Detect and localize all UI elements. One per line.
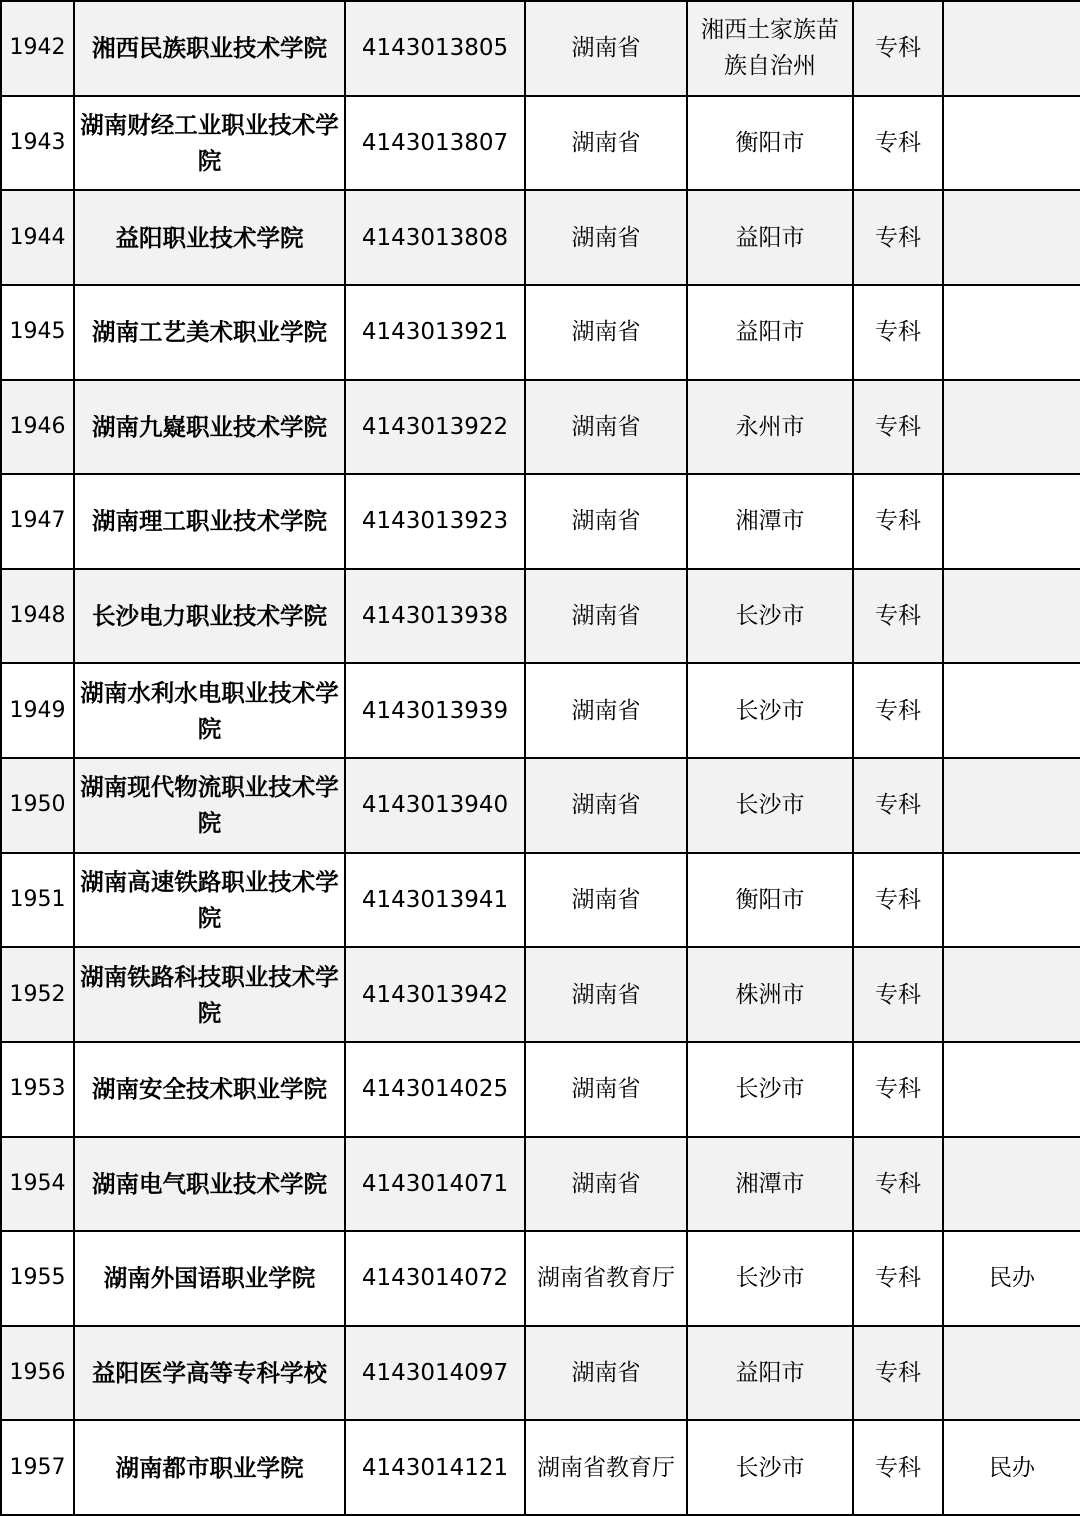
row-number-cell: 1944 [1, 190, 74, 285]
school-name-cell: 益阳医学高等专科学校 [74, 1326, 345, 1421]
location-city-cell: 长沙市 [687, 569, 853, 664]
location-city-cell: 长沙市 [687, 1042, 853, 1137]
location-city-cell: 湘潭市 [687, 474, 853, 569]
education-level-cell: 专科 [853, 853, 943, 948]
remark-cell [943, 1042, 1080, 1137]
department-cell: 湖南省 [525, 1, 687, 96]
row-number-cell: 1948 [1, 569, 74, 664]
department-cell: 湖南省 [525, 1326, 687, 1421]
location-city-cell: 益阳市 [687, 1326, 853, 1421]
department-cell: 湖南省 [525, 663, 687, 758]
school-code-cell: 4143013940 [345, 758, 525, 853]
remark-cell: 民办 [943, 1420, 1080, 1515]
education-level-cell: 专科 [853, 1, 943, 96]
school-code-cell: 4143014025 [345, 1042, 525, 1137]
remark-cell [943, 190, 1080, 285]
table-row [1, 1420, 1080, 1515]
school-code-cell: 4143014072 [345, 1231, 525, 1326]
row-number-cell: 1953 [1, 1042, 74, 1137]
school-name-cell: 长沙电力职业技术学院 [74, 569, 345, 664]
row-number-cell: 1956 [1, 1326, 74, 1421]
school-name-cell: 湖南财经工业职业技术学院 [74, 96, 345, 191]
education-level-cell: 专科 [853, 569, 943, 664]
school-name-cell: 湖南现代物流职业技术学院 [74, 758, 345, 853]
school-name-cell: 湘西民族职业技术学院 [74, 1, 345, 96]
remark-cell [943, 96, 1080, 191]
remark-cell [943, 285, 1080, 380]
location-city-cell: 湘西土家族苗族自治州 [687, 1, 853, 96]
school-code-cell: 4143013939 [345, 663, 525, 758]
school-name-cell: 湖南高速铁路职业技术学院 [74, 853, 345, 948]
remark-cell [943, 853, 1080, 948]
school-code-cell: 4143013807 [345, 96, 525, 191]
location-city-cell: 长沙市 [687, 663, 853, 758]
remark-cell: 民办 [943, 1231, 1080, 1326]
education-level-cell: 专科 [853, 1042, 943, 1137]
remark-cell [943, 947, 1080, 1042]
location-city-cell: 湘潭市 [687, 1137, 853, 1232]
school-name-cell: 湖南电气职业技术学院 [74, 1137, 345, 1232]
school-code-cell: 4143013922 [345, 380, 525, 475]
row-number-cell: 1946 [1, 380, 74, 475]
school-code-cell: 4143014097 [345, 1326, 525, 1421]
table-row [1, 380, 1080, 475]
department-cell: 湖南省 [525, 947, 687, 1042]
remark-cell [943, 569, 1080, 664]
school-code-cell: 4143013923 [345, 474, 525, 569]
table-row [1, 1042, 1080, 1137]
education-level-cell: 专科 [853, 1137, 943, 1232]
row-number-cell: 1955 [1, 1231, 74, 1326]
school-name-cell: 益阳职业技术学院 [74, 190, 345, 285]
department-cell: 湖南省 [525, 96, 687, 191]
department-cell: 湖南省 [525, 1137, 687, 1232]
remark-cell [943, 1, 1080, 96]
school-code-cell: 4143013938 [345, 569, 525, 664]
remark-cell [943, 380, 1080, 475]
remark-cell [943, 758, 1080, 853]
table-row [1, 758, 1080, 853]
education-level-cell: 专科 [853, 474, 943, 569]
education-level-cell: 专科 [853, 1231, 943, 1326]
department-cell: 湖南省 [525, 569, 687, 664]
school-name-cell: 湖南铁路科技职业技术学院 [74, 947, 345, 1042]
school-name-cell: 湖南水利水电职业技术学院 [74, 663, 345, 758]
location-city-cell: 益阳市 [687, 285, 853, 380]
remark-cell [943, 663, 1080, 758]
department-cell: 湖南省 [525, 190, 687, 285]
department-cell: 湖南省 [525, 853, 687, 948]
table-row [1, 285, 1080, 380]
location-city-cell: 株洲市 [687, 947, 853, 1042]
table-body [1, 1, 1080, 1515]
row-number-cell: 1950 [1, 758, 74, 853]
department-cell: 湖南省 [525, 285, 687, 380]
school-code-cell: 4143013808 [345, 190, 525, 285]
table-row [1, 947, 1080, 1042]
table-row [1, 663, 1080, 758]
school-code-cell: 4143014121 [345, 1420, 525, 1515]
table-row [1, 1231, 1080, 1326]
location-city-cell: 衡阳市 [687, 96, 853, 191]
table-row [1, 1137, 1080, 1232]
department-cell: 湖南省教育厅 [525, 1231, 687, 1326]
education-level-cell: 专科 [853, 190, 943, 285]
remark-cell [943, 1137, 1080, 1232]
education-level-cell: 专科 [853, 758, 943, 853]
location-city-cell: 益阳市 [687, 190, 853, 285]
education-level-cell: 专科 [853, 1326, 943, 1421]
table-row [1, 190, 1080, 285]
remark-cell [943, 474, 1080, 569]
education-level-cell: 专科 [853, 1420, 943, 1515]
location-city-cell: 长沙市 [687, 1420, 853, 1515]
department-cell: 湖南省教育厅 [525, 1420, 687, 1515]
location-city-cell: 长沙市 [687, 1231, 853, 1326]
row-number-cell: 1951 [1, 853, 74, 948]
table-row [1, 1, 1080, 96]
department-cell: 湖南省 [525, 474, 687, 569]
row-number-cell: 1954 [1, 1137, 74, 1232]
location-city-cell: 永州市 [687, 380, 853, 475]
department-cell: 湖南省 [525, 380, 687, 475]
school-code-cell: 4143013921 [345, 285, 525, 380]
school-name-cell: 湖南外国语职业学院 [74, 1231, 345, 1326]
education-level-cell: 专科 [853, 96, 943, 191]
school-name-cell: 湖南理工职业技术学院 [74, 474, 345, 569]
education-level-cell: 专科 [853, 285, 943, 380]
school-name-cell: 湖南安全技术职业学院 [74, 1042, 345, 1137]
school-code-cell: 4143013941 [345, 853, 525, 948]
table-row [1, 1326, 1080, 1421]
table-row [1, 96, 1080, 191]
department-cell: 湖南省 [525, 758, 687, 853]
school-name-cell: 湖南九嶷职业技术学院 [74, 380, 345, 475]
row-number-cell: 1942 [1, 1, 74, 96]
location-city-cell: 长沙市 [687, 758, 853, 853]
row-number-cell: 1943 [1, 96, 74, 191]
location-city-cell: 衡阳市 [687, 853, 853, 948]
remark-cell [943, 1326, 1080, 1421]
row-number-cell: 1957 [1, 1420, 74, 1515]
row-number-cell: 1952 [1, 947, 74, 1042]
department-cell: 湖南省 [525, 1042, 687, 1137]
row-number-cell: 1945 [1, 285, 74, 380]
table-row [1, 474, 1080, 569]
school-code-cell: 4143014071 [345, 1137, 525, 1232]
school-name-cell: 湖南都市职业学院 [74, 1420, 345, 1515]
row-number-cell: 1947 [1, 474, 74, 569]
school-name-cell: 湖南工艺美术职业学院 [74, 285, 345, 380]
education-level-cell: 专科 [853, 663, 943, 758]
school-code-cell: 4143013942 [345, 947, 525, 1042]
education-level-cell: 专科 [853, 380, 943, 475]
table-row [1, 853, 1080, 948]
education-level-cell: 专科 [853, 947, 943, 1042]
school-code-cell: 4143013805 [345, 1, 525, 96]
table-row [1, 569, 1080, 664]
row-number-cell: 1949 [1, 663, 74, 758]
